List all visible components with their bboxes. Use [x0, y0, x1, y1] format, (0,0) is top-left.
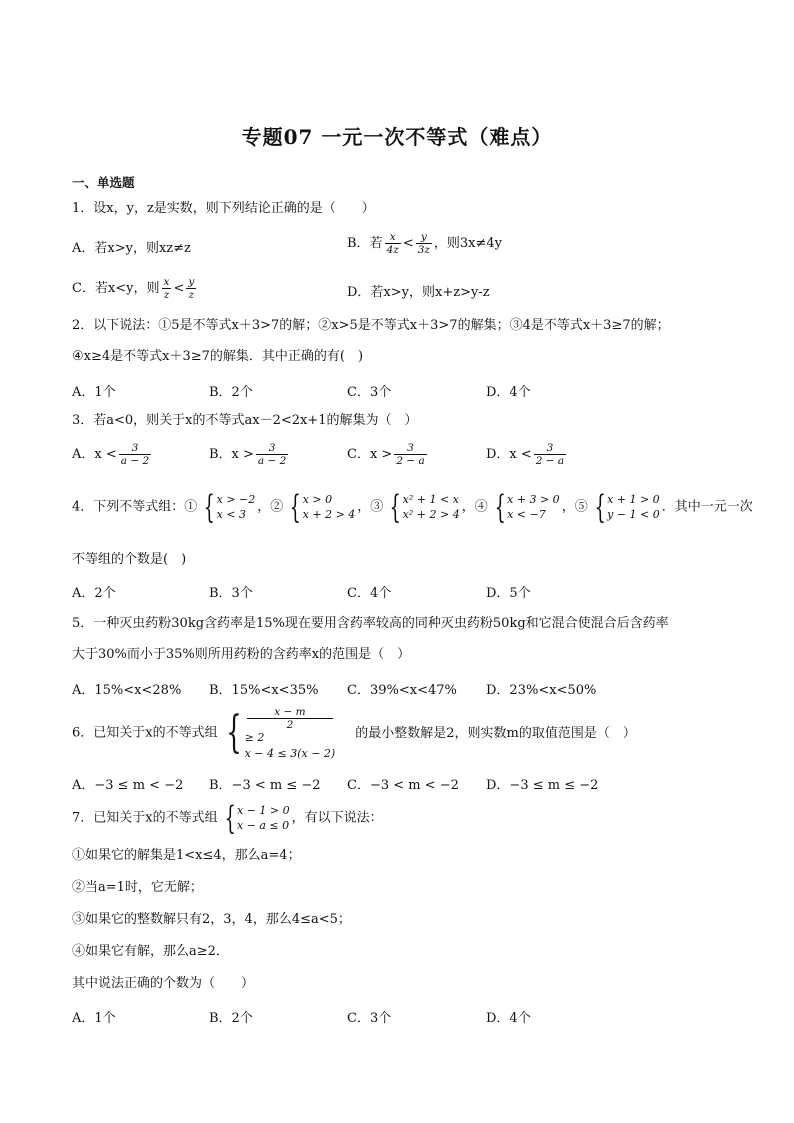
q7-stem: 7．已知关于x的不等式组 { x − 1 > 0 x − a ≤ 0 ，有以下说法： — [72, 799, 383, 837]
q4-system-4: { x + 3 > 0 x < −7 — [494, 488, 560, 526]
q5-option-c: C．39%<x<47% — [347, 683, 457, 698]
q7-option-b: B．2个 — [209, 1011, 253, 1026]
q2-stem-line-1: 2．以下说法：①5是不等式x＋3>7的解；②x>5是不等式x＋3>7的解集；③4是不等式x＋3≥7的解； — [72, 318, 670, 333]
q6-system: { x − m 2 ≥ 2 x − 4 ≤ 3(x − 2) — [225, 706, 336, 760]
q4-system-2: { x > 0 x + 2 > 4 — [289, 488, 356, 526]
q3-option-d: D．x < $\frac{3}{2 - a}$ — [486, 442, 565, 467]
q1-b-lt: < — [402, 236, 414, 251]
q6-stem: 6．已知关于x的不等式组 { x − m 2 ≥ 2 x − 4 ≤ 3(x − 2) 的最小整数解是2，则实数m的取值范围是（ ） — [72, 706, 636, 760]
q1-option-c — [72, 276, 198, 301]
q3-option-b: B．x > $\frac{3}{a - 2}$ — [209, 442, 287, 467]
q1-b-suffix: ，则3x≠4y — [433, 236, 503, 251]
q2-option-a: A．1个 — [72, 385, 116, 400]
q7-system: { x − 1 > 0 x − a ≤ 0 — [224, 799, 290, 837]
q5-option-b: B．15%<x<35% — [209, 683, 319, 698]
q4-option-a: A．2个 — [72, 586, 116, 601]
q5-stem-line-1: 5．一种灭虫药粉30kg含药率是15%现在要用含药率较高的同种灭虫药粉50kg和它混合使混合后含药率 — [72, 616, 669, 631]
q4-option-b: B．3个 — [209, 586, 253, 601]
q1-option-d: D．若x>y，则x+z>y-z — [347, 285, 490, 300]
q2-stem-line-2: ④x≥4是不等式x＋3≥7的解集．其中正确的有( ) — [72, 349, 364, 364]
q6-option-d: D．−3 ≤ m ≤ −2 — [486, 778, 599, 793]
q1-option-a: A．若x>y，则xz≠z — [72, 241, 191, 256]
page-title: 专题07 一元一次不等式（难点） — [241, 125, 553, 149]
q7-statement-1: ①如果它的解集是1<x≤4，那么a=4； — [72, 848, 301, 863]
q5-option-d: D．23%<x<50% — [486, 683, 597, 698]
q1-c-prefix: C．若x<y，则 — [72, 281, 160, 296]
q3-option-c: C．x > $\frac{3}{2 - a}$ — [347, 442, 425, 467]
q7-option-c: C．3个 — [347, 1011, 392, 1026]
q1-c-fraction-1: $\frac{x}{z}$ — [163, 276, 170, 301]
q1-b-prefix: B．若 — [347, 236, 383, 251]
q4-option-d: D．5个 — [486, 586, 531, 601]
q2-option-d: D．4个 — [486, 385, 531, 400]
q6-option-c: C．−3 < m < −2 — [347, 778, 459, 793]
q6-option-b: B．−3 < m ≤ −2 — [209, 778, 321, 793]
q7-question: 其中说法正确的个数为（ ） — [72, 976, 255, 991]
q1-b-fraction-2: $\frac{y}{3z}$ — [417, 231, 430, 256]
q1-c-fraction-2: $\frac{y}{z}$ — [188, 276, 195, 301]
q1-stem: 1．设x，y，z是实数，则下列结论正确的是（ ） — [72, 201, 375, 216]
q1-option-b — [347, 231, 502, 256]
q1-c-lt: < — [173, 281, 185, 296]
q4-option-c: C．4个 — [347, 586, 392, 601]
q6-option-a: A．−3 ≤ m < −2 — [72, 778, 184, 793]
q2-option-c: C．3个 — [347, 385, 392, 400]
q2-option-b: B．2个 — [209, 385, 253, 400]
q4-system-1: { x > −2 x < 3 — [203, 488, 256, 526]
q7-statement-4: ④如果它有解，那么a≥2． — [72, 944, 229, 959]
q5-option-a: A．15%<x<28% — [72, 683, 182, 698]
q3-stem: 3．若a<0，则关于x的不等式ax－2<2x+1的解集为（ ） — [72, 413, 418, 428]
section-heading: 一、单选题 — [72, 175, 135, 190]
q4-stem-line-2: 不等组的个数是( ) — [72, 552, 187, 567]
q5-stem-line-2: 大于30%而小于35%则所用药粉的含药率x的范围是（ ） — [72, 647, 411, 662]
q7-option-d: D．4个 — [486, 1011, 531, 1026]
q7-statement-3: ③如果它的整数解只有2，3，4，那么4≤a<5； — [72, 912, 351, 927]
q7-statement-2: ②当a=1时，它无解； — [72, 880, 203, 895]
q4-system-5: { x + 1 > 0 y − 1 < 0 — [594, 488, 660, 526]
q3-option-a: A．x < $\frac{3}{a - 2}$ — [72, 442, 150, 467]
q1-b-fraction-1: $\frac{x}{4z}$ — [386, 231, 399, 256]
q4-stem-line-1: 4．下列不等式组：① { x > −2 x < 3 ，② { x > 0 x + 2 > 4 ，③ { x² + 1 < x x² + 2 > 4 ，④ { x + 3 > 0 x < −7 ，⑤ { x + 1 > 0 y − 1 < 0 ．其中一元一次 — [72, 488, 753, 526]
q7-option-a: A．1个 — [72, 1011, 116, 1026]
q4-system-3: { x² + 1 < x x² + 2 > 4 — [389, 488, 460, 526]
